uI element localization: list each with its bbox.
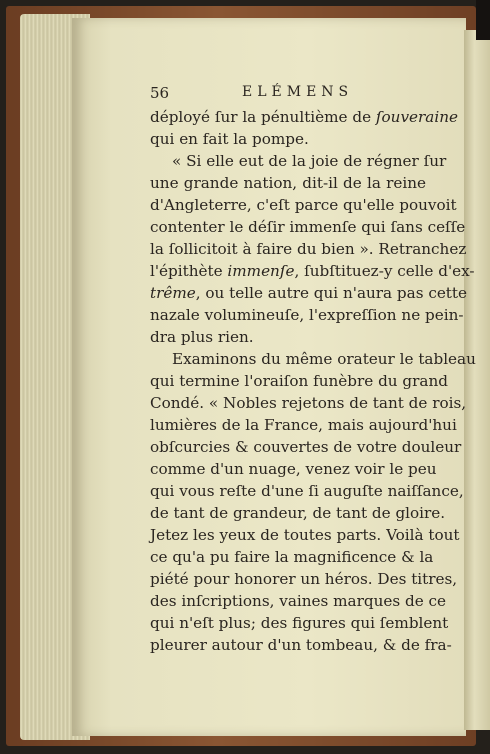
text-line: qui n'eſt plus; des figures qui ſemblent: [150, 614, 449, 632]
text-line: d'Angleterre, c'eſt parce qu'elle pouvoit: [150, 196, 457, 214]
text-line: piété pour honorer un héros. Des titres,: [150, 570, 458, 588]
text-line: Jetez les yeux de toutes parts. Voilà tout: [150, 526, 460, 544]
page-number: 56: [150, 84, 170, 102]
text-line: obſcurcies & couvertes de votre douleur: [150, 438, 462, 456]
text-line: des inſcriptions, vaines marques de ce: [150, 592, 447, 610]
text-line: une grande nation, dit-il de la reine: [150, 174, 426, 192]
text-line: qui vous reſte d'une ſi auguſte naiſſance,: [150, 482, 464, 500]
text-line: pleurer autour d'un tombeau, & de fra-: [150, 636, 452, 654]
page-header: [150, 84, 450, 106]
text-line: lumières de la France, mais aujourd'hui: [150, 416, 457, 434]
text-line: ce qu'a pu faire la magnificence & la: [150, 548, 434, 566]
background-corner: [476, 0, 490, 40]
text-line: « Si elle eut de la joie de régner ſur: [172, 152, 447, 170]
running-head: ELÉMENS: [242, 84, 354, 100]
text-line: Examinons du même orateur le tableau: [172, 350, 476, 368]
text-line: nazale volumineuſe, l'expreſſion ne pein-: [150, 306, 464, 324]
text-line: contenter le déſir immenſe qui ſans ceſſe: [150, 218, 466, 236]
text-line: qui termine l'oraiſon funèbre du grand: [150, 372, 448, 390]
text-line: Condé. « Nobles rejetons de tant de rois,: [150, 394, 467, 412]
facing-page-edge: [464, 30, 490, 730]
text-line: l'épithète immenſe, ſubſtituez-y celle d'ex-: [150, 262, 475, 280]
text-line: qui en fait la pompe.: [150, 130, 309, 148]
text-line: de tant de grandeur, de tant de gloire.: [150, 504, 446, 522]
text-line: dra plus rien.: [150, 328, 254, 346]
text-line: la ſollicitoit à faire du bien ». Retranchez: [150, 240, 467, 258]
text-line: trême, ou telle autre qui n'aura pas cette: [150, 284, 468, 302]
text-line: déployé ſur la pénultième de ſouveraine: [150, 108, 458, 126]
text-line: comme d'un nuage, venez voir le peu: [150, 460, 437, 478]
